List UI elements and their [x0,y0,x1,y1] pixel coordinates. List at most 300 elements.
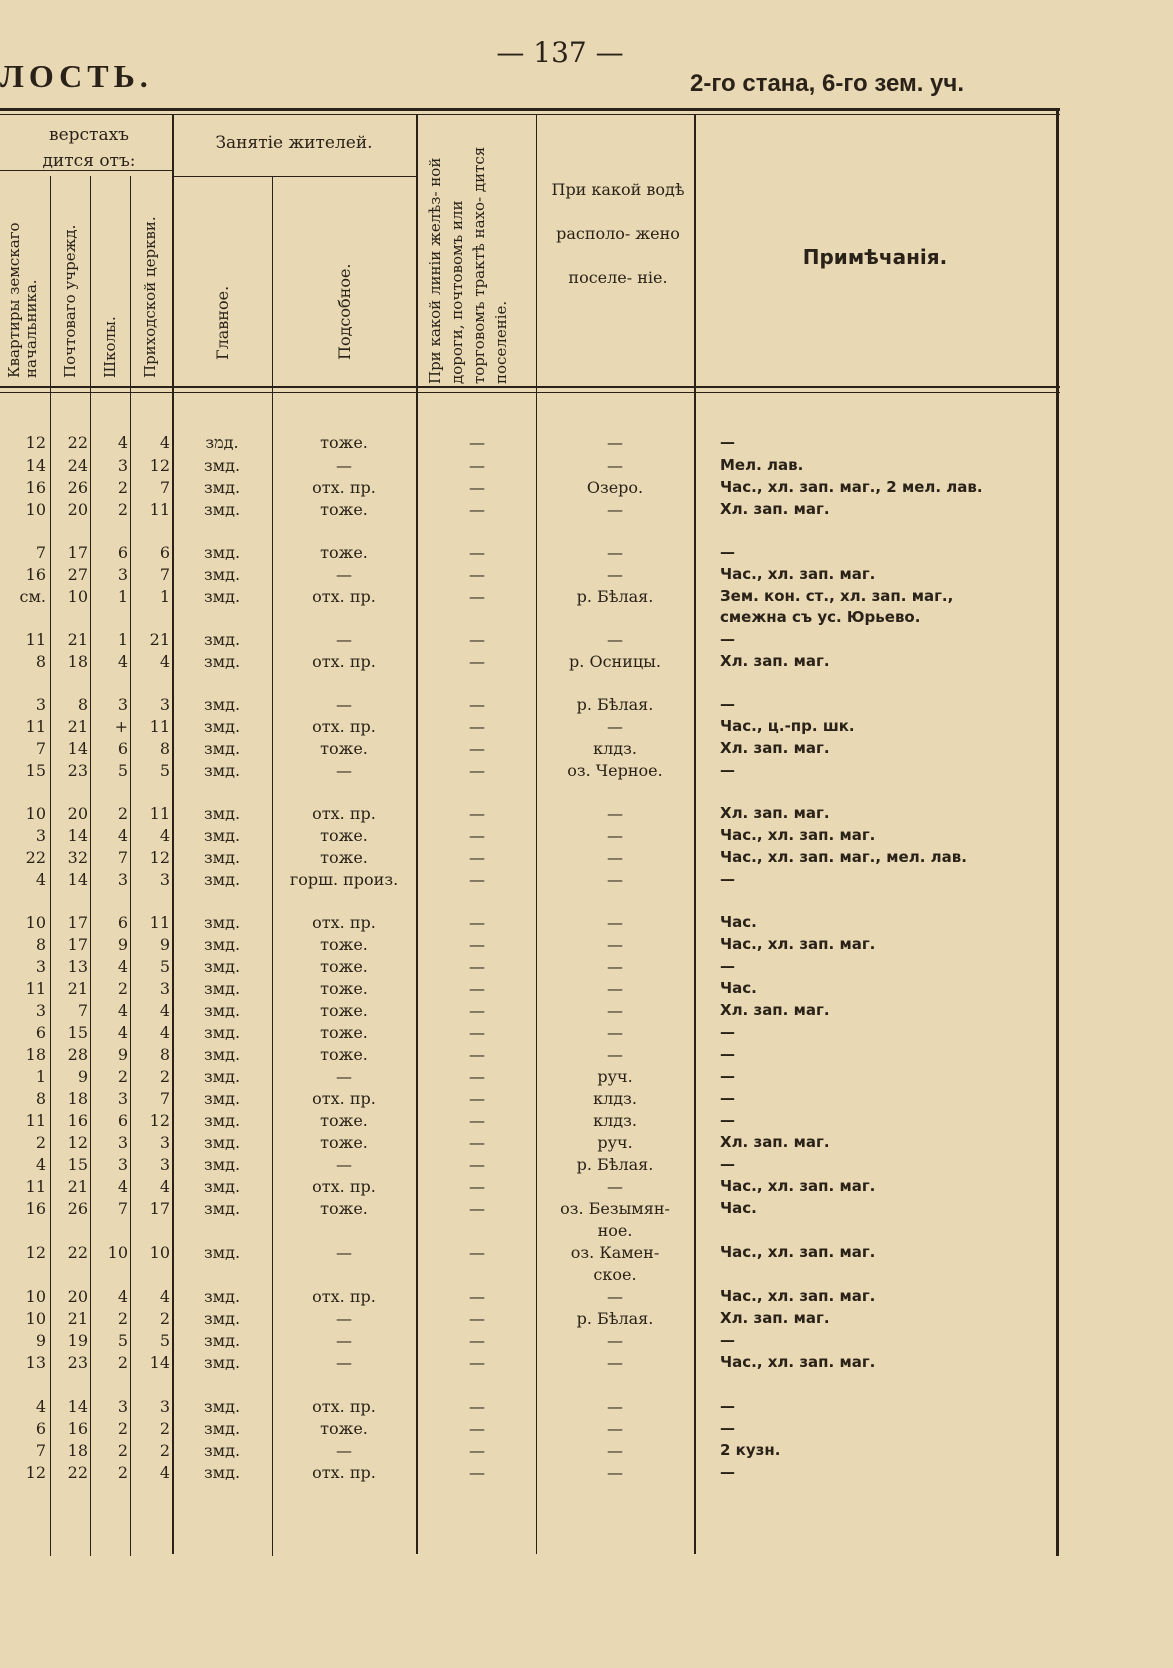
cell-m: змд. [203,1067,241,1086]
cell-p: 14 [67,870,88,889]
cell-s: 6 [117,1111,128,1130]
cell-w: — [607,957,623,976]
cell-p: 19 [67,1331,88,1350]
cell-z: 6 [35,1419,46,1438]
cell-r: — [469,804,485,823]
cell-m: змд. [203,1287,241,1306]
cell-s: 4 [117,433,128,452]
cell-r: — [469,478,485,497]
cell-z: 16 [25,1199,46,1218]
cell-n: Хл. зап. маг. [720,1001,830,1019]
cell-r: — [469,1177,485,1196]
cell-r: — [469,739,485,758]
cell-w: р. Осницы. [569,652,661,671]
cell-n: Хл. зап. маг. [720,652,830,670]
cell-z: 10 [25,500,46,519]
cell-s: 7 [117,848,128,867]
cell-p: 27 [67,565,88,584]
cell-c: 2 [159,1419,170,1438]
cell-c: 5 [159,1331,170,1350]
cell-c: 4 [159,1287,170,1306]
cell-a: отх. пр. [312,1463,376,1482]
cell-m: змд. [203,1023,241,1042]
cell-m: змд. [203,1089,241,1108]
cell-c: 8 [159,1045,170,1064]
cell-z: 16 [25,478,46,497]
cell-z: 7 [35,543,46,562]
cell-n: Мел. лав. [720,456,804,474]
cell-c: 12 [149,848,170,867]
cell-c: 21 [149,630,170,649]
cell-w: — [607,1331,623,1350]
cell-m: змд. [203,979,241,998]
cell-c: 8 [159,739,170,758]
cell-n: Час., хл. зап. маг. [720,1353,876,1371]
cell-z: 12 [25,1243,46,1262]
cell-n: — [720,630,735,648]
cell-c: 3 [159,1133,170,1152]
cell-z: 3 [35,1001,46,1020]
cell-a: отх. пр. [312,717,376,736]
cell-w: — [607,935,623,954]
cell-z: 7 [35,1441,46,1460]
cell-s: 7 [117,1199,128,1218]
col-divider [50,176,51,1556]
cell-p: 20 [67,500,88,519]
cell-p: 16 [67,1111,88,1130]
cell-c: 3 [159,1397,170,1416]
cell-a: тоже. [320,826,368,845]
cell-r: — [469,935,485,954]
cell-c: 10 [149,1243,170,1262]
cell-p: 21 [67,1309,88,1328]
cell-p: 28 [67,1045,88,1064]
cell-r: — [469,848,485,867]
cell-n: — [720,1463,735,1481]
cell-n: Час., хл. зап. маг. [720,1243,876,1261]
cell-m: змд. [203,478,241,497]
cell-a: тоже. [320,1111,368,1130]
cell-z: 4 [35,870,46,889]
cell-p: 15 [67,1023,88,1042]
cell-n: — [720,1419,735,1437]
cell-p: 26 [67,1199,88,1218]
cell-r: — [469,1001,485,1020]
cell-n: Час., хл. зап. маг. [720,1177,876,1195]
cell-c: 4 [159,433,170,452]
cell-n: — [720,1331,735,1349]
cell-s: 2 [117,804,128,823]
cell-w: — [607,1441,623,1460]
cell-z: 11 [25,717,46,736]
cell-s: 2 [117,1353,128,1372]
cell-c: 11 [149,913,170,932]
cell-m: змд. [203,1199,241,1218]
cell-w: оз. Безымян- [560,1199,670,1218]
cell-c: 1 [159,587,170,606]
cell-r: — [469,1023,485,1042]
cell-s: 3 [117,1155,128,1174]
cell-r: — [469,565,485,584]
cell-c: 3 [159,870,170,889]
cell-p: 23 [67,1353,88,1372]
cell-c: 11 [149,500,170,519]
cell-n: Час., хл. зап. маг. [720,1287,876,1305]
cell-r: — [469,870,485,889]
cell-z: 7 [35,739,46,758]
cell-c: 11 [149,804,170,823]
cell-m: змд. [203,1155,241,1174]
cell-n: — [720,761,735,779]
cell-a: — [336,1155,352,1174]
cell-r: — [469,1133,485,1152]
cell-n: Час., хл. зап. маг. [720,565,876,583]
cell-a: — [336,565,352,584]
cell-z: 4 [35,1397,46,1416]
cell-w: руч. [597,1133,633,1152]
cell-c: 12 [149,1111,170,1130]
cell-r: — [469,979,485,998]
cell-s: 2 [117,1441,128,1460]
cell-a: отх. пр. [312,804,376,823]
cell-s: 1 [117,630,128,649]
cell-p: 21 [67,979,88,998]
cell-p: 10 [67,587,88,606]
column-header-notes: Примѣчанія. [802,245,948,269]
col-divider [536,114,537,1554]
cell-s: 4 [117,1287,128,1306]
cell-z: 8 [35,652,46,671]
cell-w: Озеро. [586,478,644,497]
cell-c: 7 [159,478,170,497]
cell-c: 4 [159,826,170,845]
cell-c: 4 [159,1001,170,1020]
cell-z: 8 [35,1089,46,1108]
column-header-road: При какой линіи желѣз- ной дороги, почтовомъ или торговомъ трактѣ нахо- дится поселеніе. [426,146,510,384]
cell-n: — [720,957,735,975]
col-divider [90,176,91,1556]
cell-r: — [469,500,485,519]
cell-z: 9 [35,1331,46,1350]
cell-p: 20 [67,1287,88,1306]
cell-w: — [607,1045,623,1064]
col-divider [272,176,273,1556]
cell-n: — [720,1111,735,1129]
cell-n: — [720,1155,735,1173]
cell-p: 21 [67,630,88,649]
cell-s: 2 [117,1419,128,1438]
cell-c: 9 [159,935,170,954]
cell-m: змд. [203,1441,241,1460]
cell-w: оз. Черное. [567,761,663,780]
cell-n: Хл. зап. маг. [720,804,830,822]
cell-p: 12 [67,1133,88,1152]
cell-c: 2 [159,1309,170,1328]
cell-r: — [469,761,485,780]
col-divider [694,114,696,1554]
cell-a: тоже. [320,1023,368,1042]
cell-z: 22 [25,848,46,867]
cell-a: тоже. [320,739,368,758]
cell-w: — [607,565,623,584]
cell-r: — [469,1045,485,1064]
cell-z: 11 [25,1111,46,1130]
cell-r: — [469,1067,485,1086]
cell-s: 2 [117,500,128,519]
cell-a: горш. произ. [289,870,399,889]
cell-w: — [607,1177,623,1196]
cell-w: — [607,630,623,649]
cell-w: — [607,433,623,452]
cell-w: ское. [593,1265,637,1284]
cell-s: 2 [117,478,128,497]
col-divider [416,114,418,1554]
cell-m: змд. [203,456,241,475]
cell-w: — [607,804,623,823]
cell-w: — [607,1463,623,1482]
cell-m: змд. [203,1177,241,1196]
cell-a: — [336,1353,352,1372]
cell-m: змд. [203,587,241,606]
cell-m: змд. [203,1111,241,1130]
cell-r: — [469,587,485,606]
cell-c: 12 [149,456,170,475]
cell-s: 3 [117,565,128,584]
cell-p: 18 [67,1441,88,1460]
cell-p: 17 [67,913,88,932]
cell-a: отх. пр. [312,913,376,932]
cell-n: — [720,543,735,561]
cell-n: смежна съ ус. Юрьево. [720,608,921,626]
cell-m: змд. [203,652,241,671]
cell-s: 2 [117,1463,128,1482]
cell-m: змд. [203,1353,241,1372]
cell-z: 11 [25,979,46,998]
cell-a: — [336,761,352,780]
cell-c: 2 [159,1067,170,1086]
cell-m: змд. [203,500,241,519]
cell-w: — [607,1001,623,1020]
cell-r: — [469,1199,485,1218]
cell-r: — [469,1463,485,1482]
cell-s: 6 [117,913,128,932]
cell-w: — [607,1397,623,1416]
cell-z: 3 [35,826,46,845]
cell-m: змд. [203,1463,241,1482]
cell-a: отх. пр. [312,1177,376,1196]
cell-s: 3 [117,1133,128,1152]
cell-r: — [469,1243,485,1262]
cell-a: тоже. [320,1001,368,1020]
cell-s: 9 [117,935,128,954]
cell-w: ное. [597,1221,633,1240]
cell-r: — [469,1287,485,1306]
cell-c: 4 [159,1023,170,1042]
cell-a: тоже. [320,848,368,867]
cell-m: змд. [203,1331,241,1350]
column-header-main: Главное. [213,285,232,360]
cell-n: — [720,1397,735,1415]
occupation-rule [172,176,416,177]
cell-a: — [336,1243,352,1262]
cell-p: 18 [67,652,88,671]
cell-z: 4 [35,1155,46,1174]
cell-s: 3 [117,1089,128,1108]
cell-n: — [720,695,735,713]
cell-n: 2 кузн. [720,1441,781,1459]
cell-p: 14 [67,739,88,758]
cell-n: Час. [720,913,757,931]
cell-r: — [469,630,485,649]
cell-s: 6 [117,543,128,562]
column-header-school: Школы. [101,316,119,378]
cell-c: 4 [159,1177,170,1196]
cell-r: — [469,543,485,562]
cell-s: + [114,717,128,736]
column-header-postal: Почтоваго учрежд. [61,224,79,378]
cell-z: см. [19,587,46,606]
cell-p: 22 [67,1243,88,1262]
cell-n: Хл. зап. маг. [720,739,830,757]
distance-group-header: верстахъ дится отъ: [42,125,136,171]
cell-p: 9 [77,1067,88,1086]
cell-c: 5 [159,761,170,780]
cell-m: змд. [203,870,241,889]
cell-s: 2 [117,979,128,998]
cell-z: 12 [25,433,46,452]
cell-a: тоже. [320,1419,368,1438]
cell-a: — [336,695,352,714]
cell-a: тоже. [320,500,368,519]
cell-z: 18 [25,1045,46,1064]
cell-z: 10 [25,1287,46,1306]
cell-s: 4 [117,652,128,671]
cell-m: змд. [203,565,241,584]
header-right-title: 2-го стана, 6-го зем. уч. [690,70,965,97]
cell-n: — [720,433,735,451]
cell-s: 2 [117,1067,128,1086]
cell-m: змд. [203,848,241,867]
cell-w: р. Бѣлая. [576,1155,654,1174]
cell-p: 32 [67,848,88,867]
cell-w: — [607,979,623,998]
cell-a: — [336,1331,352,1350]
cell-m: змд. [203,761,241,780]
cell-c: 3 [159,1155,170,1174]
cell-a: отх. пр. [312,587,376,606]
cell-s: 3 [117,1397,128,1416]
cell-s: 4 [117,1023,128,1042]
cell-m: змд. [203,739,241,758]
cell-s: 3 [117,695,128,714]
cell-w: — [607,717,623,736]
cell-p: 18 [67,1089,88,1108]
cell-r: — [469,826,485,845]
cell-r: — [469,652,485,671]
cell-z: 6 [35,1023,46,1042]
cell-n: — [720,1045,735,1063]
cell-a: — [336,1067,352,1086]
cell-s: 4 [117,826,128,845]
cell-s: 3 [117,870,128,889]
cell-s: 10 [107,1243,128,1262]
cell-s: 4 [117,957,128,976]
cell-p: 21 [67,717,88,736]
cell-c: 5 [159,957,170,976]
cell-a: — [336,630,352,649]
cell-p: 17 [67,543,88,562]
cell-w: — [607,456,623,475]
cell-p: 22 [67,1463,88,1482]
cell-z: 11 [25,1177,46,1196]
cell-m: змд. [203,935,241,954]
cell-c: 7 [159,1089,170,1108]
cell-r: — [469,456,485,475]
cell-r: — [469,1419,485,1438]
cell-p: 7 [77,1001,88,1020]
cell-a: отх. пр. [312,1089,376,1108]
cell-w: клдз. [593,1089,637,1108]
cell-n: Хл. зап. маг. [720,500,830,518]
cell-c: 3 [159,695,170,714]
cell-r: — [469,1397,485,1416]
top-rule-thick [0,108,1060,111]
cell-c: 6 [159,543,170,562]
cell-a: тоже. [320,1199,368,1218]
cell-p: 13 [67,957,88,976]
cell-s: 5 [117,1331,128,1350]
cell-w: р. Бѣлая. [576,1309,654,1328]
cell-a: отх. пр. [312,1287,376,1306]
cell-w: — [607,1353,623,1372]
column-header-zemsky: Квартиры земскаго начальника. [5,222,40,378]
cell-c: 14 [149,1353,170,1372]
cell-c: 4 [159,652,170,671]
cell-p: 24 [67,456,88,475]
header-bottom-rule [0,386,1060,388]
cell-r: — [469,913,485,932]
cell-a: — [336,1441,352,1460]
cell-p: 15 [67,1155,88,1174]
cell-n: Час. [720,979,757,997]
cell-p: 20 [67,804,88,823]
cell-p: 14 [67,826,88,845]
cell-z: 8 [35,935,46,954]
cell-c: 4 [159,1463,170,1482]
cell-a: тоже. [320,1045,368,1064]
cell-a: тоже. [320,1133,368,1152]
cell-r: — [469,695,485,714]
cell-z: 11 [25,630,46,649]
cell-m: змд. [203,717,241,736]
cell-m: змд. [203,1045,241,1064]
cell-m: змд. [203,826,241,845]
cell-a: — [336,456,352,475]
header-left-title: ЛОСТЬ. [0,58,153,94]
cell-a: отх. пр. [312,1397,376,1416]
cell-p: 8 [77,695,88,714]
cell-w: — [607,1287,623,1306]
cell-m: змд. [203,1419,241,1438]
cell-m: зמд. [205,433,239,452]
cell-m: змд. [203,543,241,562]
cell-z: 14 [25,456,46,475]
cell-s: 4 [117,1001,128,1020]
cell-s: 5 [117,761,128,780]
column-header-water: При какой водѣ располо- жено поселе- ніе. [551,180,685,287]
cell-m: змд. [203,913,241,932]
column-header-church: Приходской церкви. [141,216,159,378]
